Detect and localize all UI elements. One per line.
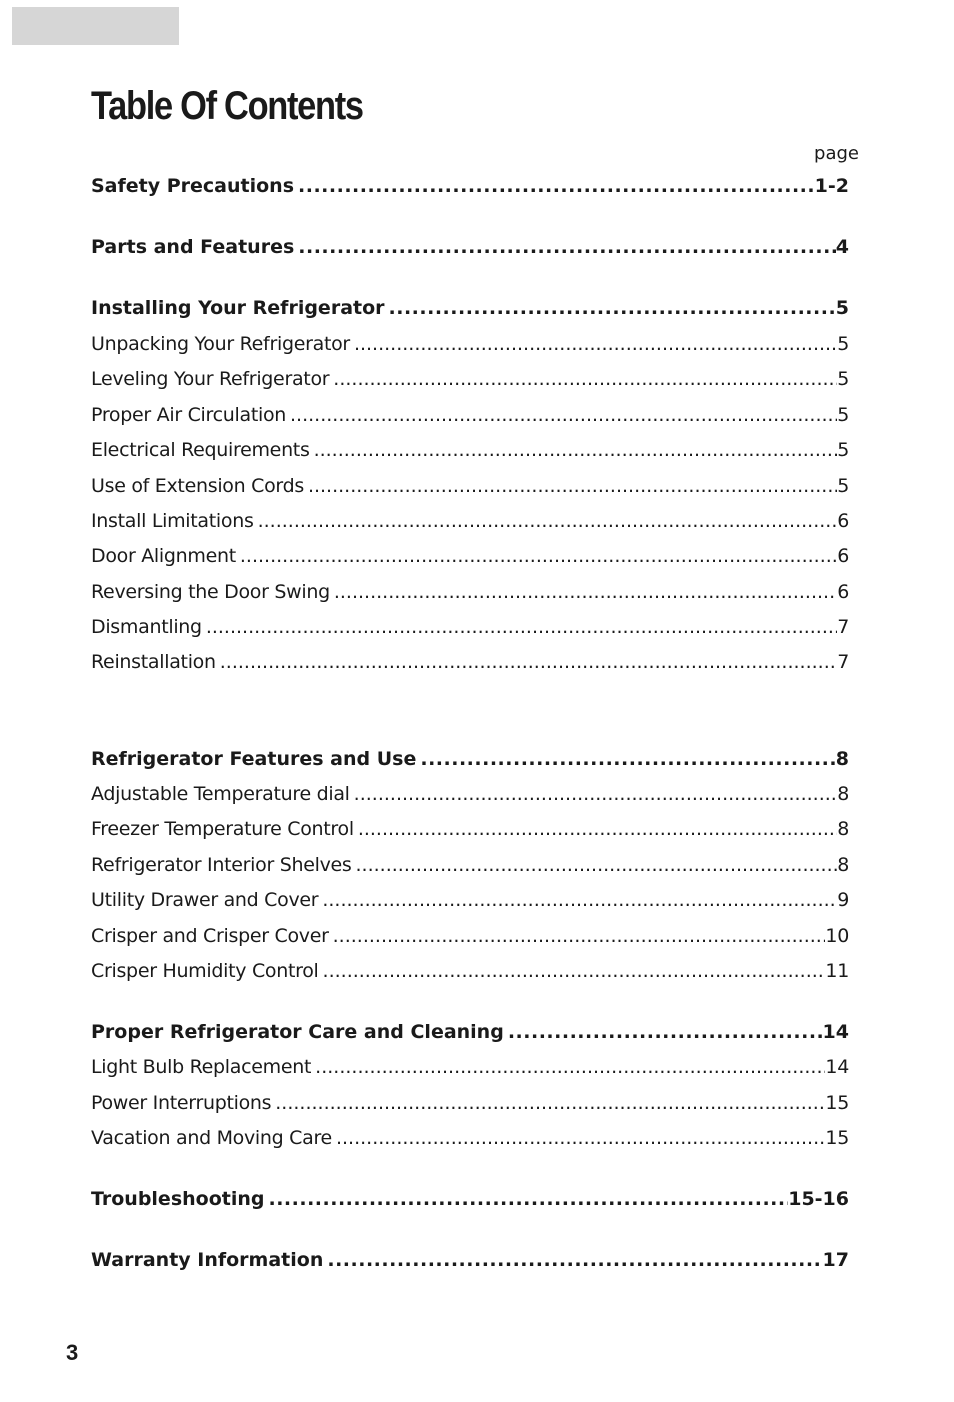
toc-dot-leader bbox=[290, 404, 837, 426]
toc-section-entry[interactable] bbox=[91, 748, 849, 778]
toc-entry-label: Safety Precautions bbox=[91, 175, 295, 197]
toc-entry-label: Installing Your Refrigerator bbox=[91, 297, 385, 319]
toc-entry-page: 14 bbox=[825, 1056, 849, 1078]
toc-entry-page: 5 bbox=[837, 439, 849, 461]
toc-dot-leader bbox=[508, 1021, 823, 1043]
toc-subsection-entry[interactable] bbox=[91, 475, 849, 505]
toc-subsection-entry[interactable] bbox=[91, 439, 849, 469]
toc-entry-page: 4 bbox=[835, 236, 849, 258]
toc-subsection-entry[interactable] bbox=[91, 925, 849, 955]
toc-entry-label: Door Alignment bbox=[91, 545, 236, 567]
toc-dot-leader bbox=[420, 748, 835, 770]
toc-dot-leader bbox=[354, 333, 837, 355]
toc-entry-label: Parts and Features bbox=[91, 236, 295, 258]
toc-entry-page: 11 bbox=[825, 960, 849, 982]
toc-dot-leader bbox=[298, 175, 815, 197]
toc-entry-label: Proper Air Circulation bbox=[91, 404, 287, 426]
toc-dot-leader bbox=[220, 651, 837, 673]
toc-subsection-entry[interactable] bbox=[91, 368, 849, 398]
toc-entry-label: Install Limitations bbox=[91, 510, 254, 532]
toc-subsection-entry[interactable] bbox=[91, 581, 849, 611]
toc-entry-label: Reversing the Door Swing bbox=[91, 581, 330, 603]
toc-subsection-entry[interactable] bbox=[91, 510, 849, 540]
toc-dot-leader bbox=[206, 616, 837, 638]
toc-section-entry[interactable] bbox=[91, 1188, 849, 1218]
toc-dot-leader bbox=[308, 475, 837, 497]
toc-dot-leader bbox=[356, 854, 838, 876]
toc-subsection-entry[interactable] bbox=[91, 1127, 849, 1157]
toc-dot-leader bbox=[298, 236, 835, 258]
toc-subsection-entry[interactable] bbox=[91, 545, 849, 575]
toc-entry-page: 9 bbox=[837, 889, 849, 911]
toc-dot-leader bbox=[354, 783, 838, 805]
toc-entry-label: Electrical Requirements bbox=[91, 439, 310, 461]
toc-entry-label: Refrigerator Features and Use bbox=[91, 748, 417, 770]
toc-dot-leader bbox=[327, 1249, 822, 1271]
toc-subsection-entry[interactable] bbox=[91, 854, 849, 884]
toc-subsection-entry[interactable] bbox=[91, 616, 849, 646]
toc-entry-page: 17 bbox=[822, 1249, 849, 1271]
toc-section-entry[interactable] bbox=[91, 297, 849, 327]
toc-entry-label: Adjustable Temperature dial bbox=[91, 783, 350, 805]
toc-dot-leader bbox=[269, 1188, 789, 1210]
toc-entry-label: Crisper and Crisper Cover bbox=[91, 925, 329, 947]
toc-entry-label: Refrigerator Interior Shelves bbox=[91, 854, 352, 876]
toc-entry-page: 8 bbox=[837, 854, 849, 876]
toc-entry-page: 1-2 bbox=[814, 175, 849, 197]
toc-entry-label: Dismantling bbox=[91, 616, 202, 638]
toc-dot-leader bbox=[322, 889, 837, 911]
toc-dot-leader bbox=[334, 581, 837, 603]
toc-entry-page: 7 bbox=[837, 616, 849, 638]
toc-subsection-entry[interactable] bbox=[91, 1056, 849, 1086]
toc-dot-leader bbox=[333, 368, 837, 390]
toc-entry-page: 14 bbox=[822, 1021, 849, 1043]
toc-section-entry[interactable] bbox=[91, 1021, 849, 1051]
toc-entry-label: Power Interruptions bbox=[91, 1092, 272, 1114]
toc-dot-leader bbox=[336, 1127, 825, 1149]
toc-subsection-entry[interactable] bbox=[91, 783, 849, 813]
toc-entry-page: 5 bbox=[837, 368, 849, 390]
toc-entry-label: Warranty Information bbox=[91, 1249, 324, 1271]
toc-subsection-entry[interactable] bbox=[91, 333, 849, 363]
toc-entry-label: Proper Refrigerator Care and Cleaning bbox=[91, 1021, 504, 1043]
toc-subsection-entry[interactable] bbox=[91, 404, 849, 434]
toc-section-entry[interactable] bbox=[91, 1249, 849, 1279]
toc-section-entry[interactable] bbox=[91, 175, 849, 205]
toc-entry-page: 5 bbox=[835, 297, 849, 319]
toc-subsection-entry[interactable] bbox=[91, 1092, 849, 1122]
toc-entry-page: 15 bbox=[825, 1092, 849, 1114]
toc-subsection-entry[interactable] bbox=[91, 889, 849, 919]
toc-entry-label: Vacation and Moving Care bbox=[91, 1127, 332, 1149]
toc-subsection-entry[interactable] bbox=[91, 960, 849, 990]
toc-entry-label: Crisper Humidity Control bbox=[91, 960, 319, 982]
footer-page-number: 3 bbox=[66, 1340, 79, 1365]
toc-entry-page: 8 bbox=[837, 783, 849, 805]
toc-dot-leader bbox=[314, 439, 838, 461]
toc-section-entry[interactable] bbox=[91, 236, 849, 266]
toc-subsection-entry[interactable] bbox=[91, 651, 849, 681]
toc-entry-page: 15 bbox=[825, 1127, 849, 1149]
toc-subsection-entry[interactable] bbox=[91, 818, 849, 848]
header-tab-block bbox=[12, 7, 179, 45]
toc-entry-page: 5 bbox=[837, 404, 849, 426]
toc-entry-label: Utility Drawer and Cover bbox=[91, 889, 319, 911]
toc-dot-leader bbox=[389, 297, 836, 319]
toc-entry-page: 6 bbox=[837, 510, 849, 532]
toc-dot-leader bbox=[258, 510, 838, 532]
toc-entry-page: 6 bbox=[837, 545, 849, 567]
toc-entry-page: 5 bbox=[837, 333, 849, 355]
toc-entry-page: 8 bbox=[837, 818, 849, 840]
toc-entry-label: Troubleshooting bbox=[91, 1188, 265, 1210]
toc-dot-leader bbox=[275, 1092, 825, 1114]
toc-entry-page: 5 bbox=[837, 475, 849, 497]
toc-dot-leader bbox=[315, 1056, 825, 1078]
page-title: Table Of Contents bbox=[91, 84, 363, 128]
toc-entry-page: 8 bbox=[835, 748, 849, 770]
toc-entry-label: Freezer Temperature Control bbox=[91, 818, 354, 840]
toc-dot-leader bbox=[358, 818, 837, 840]
toc-entry-label: Reinstallation bbox=[91, 651, 216, 673]
toc-entry-label: Light Bulb Replacement bbox=[91, 1056, 312, 1078]
toc-entry-page: 15-16 bbox=[788, 1188, 849, 1210]
toc-entry-page: 7 bbox=[837, 651, 849, 673]
toc-entry-label: Leveling Your Refrigerator bbox=[91, 368, 330, 390]
toc-entry-page: 10 bbox=[825, 925, 849, 947]
toc-entry-label: Unpacking Your Refrigerator bbox=[91, 333, 350, 355]
toc-dot-leader bbox=[333, 925, 826, 947]
toc-entry-label: Use of Extension Cords bbox=[91, 475, 304, 497]
toc-dot-leader bbox=[240, 545, 837, 567]
toc-entry-page: 6 bbox=[837, 581, 849, 603]
page-column-label: page bbox=[814, 143, 859, 164]
toc-dot-leader bbox=[323, 960, 826, 982]
